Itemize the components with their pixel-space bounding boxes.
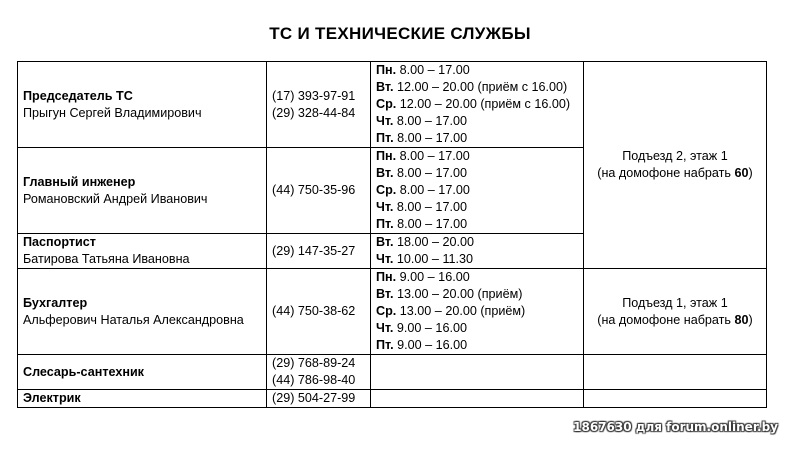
person-name: Альферович Наталья Александровна [23, 312, 244, 327]
intercom-note: (на домофоне набрать 80) [597, 312, 753, 327]
time-range: 8.00 – 17.00 [397, 217, 468, 231]
phone-number: (29) 768-89-24 [272, 356, 356, 370]
services-table [17, 61, 767, 408]
hours-line [376, 96, 578, 113]
hours-line [376, 199, 578, 216]
table-row [18, 390, 767, 408]
day-label: Пн. [376, 63, 397, 77]
day-label: Ср. [376, 304, 397, 318]
role-title: Паспортист [23, 235, 96, 249]
time-range: 8.00 – 17.00 [397, 131, 468, 145]
watermark: 1867630 для forum.onliner.by [573, 420, 778, 434]
phone-number: (44) 750-38-62 [272, 304, 356, 318]
hours-line [376, 165, 578, 182]
day-label: Чт. [376, 321, 394, 335]
hours-line [376, 234, 578, 251]
hours-line [376, 320, 578, 337]
time-range: 9.00 – 16.00 [396, 321, 467, 335]
role-cell [18, 62, 267, 148]
day-label: Вт. [376, 166, 394, 180]
entrance-label: Подъезд 2, этаж 1 [622, 149, 728, 163]
role-title: Председатель ТС [23, 88, 133, 103]
time-range: 9.00 – 16.00 [397, 338, 468, 352]
phone-cell [267, 148, 371, 234]
day-label: Пн. [376, 270, 397, 284]
time-range: 8.00 – 17.00 [399, 63, 470, 77]
time-range: 13.00 – 20.00 (приём) [397, 287, 523, 301]
role-cell [18, 234, 267, 269]
intercom-number: 60 [734, 166, 749, 180]
role-title: Главный инженер [23, 174, 136, 189]
time-range: 8.00 – 17.00 [396, 200, 467, 214]
hours-line [376, 303, 578, 320]
hours-cell [371, 148, 584, 234]
role-cell [18, 269, 267, 355]
intercom-number: 80 [734, 312, 749, 327]
phone-number: (29) 504-27-99 [272, 391, 356, 405]
entrance-label: Подъезд 1, этаж 1 [622, 295, 728, 310]
phone-cell [267, 269, 371, 355]
time-range: 10.00 – 11.30 [396, 252, 474, 266]
hours-line [376, 62, 578, 79]
hours-line [376, 286, 578, 303]
hours-cell [371, 234, 584, 269]
table-row [18, 62, 767, 148]
phone-cell [267, 62, 371, 148]
time-range: 13.00 – 20.00 (приём) [399, 304, 526, 318]
phone-number: (29) 147-35-27 [272, 243, 356, 258]
person-name: Батирова Татьяна Ивановна [23, 252, 190, 266]
location-cell [584, 269, 767, 355]
location-cell [584, 62, 767, 269]
hours-cell [371, 355, 584, 390]
time-range: 12.00 – 20.00 (приём с 16.00) [399, 97, 571, 111]
hours-line [376, 79, 578, 96]
hours-cell [371, 390, 584, 408]
role-cell [18, 148, 267, 234]
day-label: Вт. [376, 287, 394, 301]
time-range: 8.00 – 17.00 [399, 183, 470, 197]
day-label: Чт. [376, 114, 394, 128]
hours-line [376, 148, 578, 165]
role-cell [18, 390, 267, 408]
hours-cell [371, 269, 584, 355]
time-range: 8.00 – 17.00 [397, 166, 468, 180]
day-label: Ср. [376, 97, 397, 111]
role-title: Слесарь-сантехник [23, 364, 144, 379]
phone-number: (17) 393-97-91 [272, 88, 356, 103]
phone-cell [267, 234, 371, 269]
hours-cell [371, 62, 584, 148]
person-name: Прыгун Сергей Владимирович [23, 105, 202, 120]
day-label: Пт. [376, 217, 394, 231]
role-title: Электрик [23, 391, 81, 405]
intercom-note: (на домофоне набрать 60) [597, 166, 753, 180]
phone-cell [267, 390, 371, 408]
day-label: Ср. [376, 183, 397, 197]
hours-line [376, 251, 578, 268]
hours-line [376, 269, 578, 286]
day-label: Вт. [376, 80, 394, 94]
role-title: Бухгалтер [23, 295, 88, 310]
location-cell [584, 355, 767, 390]
hours-line [376, 113, 578, 130]
phone-number: (44) 786-98-40 [272, 373, 356, 387]
hours-line [376, 130, 578, 147]
day-label: Пн. [376, 149, 397, 163]
person-name: Романовский Андрей Иванович [23, 191, 208, 206]
hours-line [376, 182, 578, 199]
time-range: 18.00 – 20.00 [397, 235, 475, 249]
time-range: 9.00 – 16.00 [399, 270, 470, 284]
time-range: 8.00 – 17.00 [396, 114, 467, 128]
time-range: 12.00 – 20.00 (приём с 16.00) [397, 80, 568, 94]
day-label: Вт. [376, 235, 394, 249]
table-row [18, 355, 767, 390]
page-title: ТС И ТЕХНИЧЕСКИЕ СЛУЖБЫ [269, 24, 531, 43]
day-label: Пт. [376, 338, 394, 352]
day-label: Чт. [376, 200, 394, 214]
phone-number: (29) 328-44-84 [272, 105, 356, 120]
hours-line [376, 216, 578, 233]
phone-number: (44) 750-35-96 [272, 183, 356, 197]
time-range: 8.00 – 17.00 [399, 149, 470, 163]
phone-cell [267, 355, 371, 390]
table-row [18, 269, 767, 355]
day-label: Чт. [376, 252, 394, 266]
day-label: Пт. [376, 131, 394, 145]
role-cell [18, 355, 267, 390]
location-cell [584, 390, 767, 408]
hours-line [376, 337, 578, 354]
